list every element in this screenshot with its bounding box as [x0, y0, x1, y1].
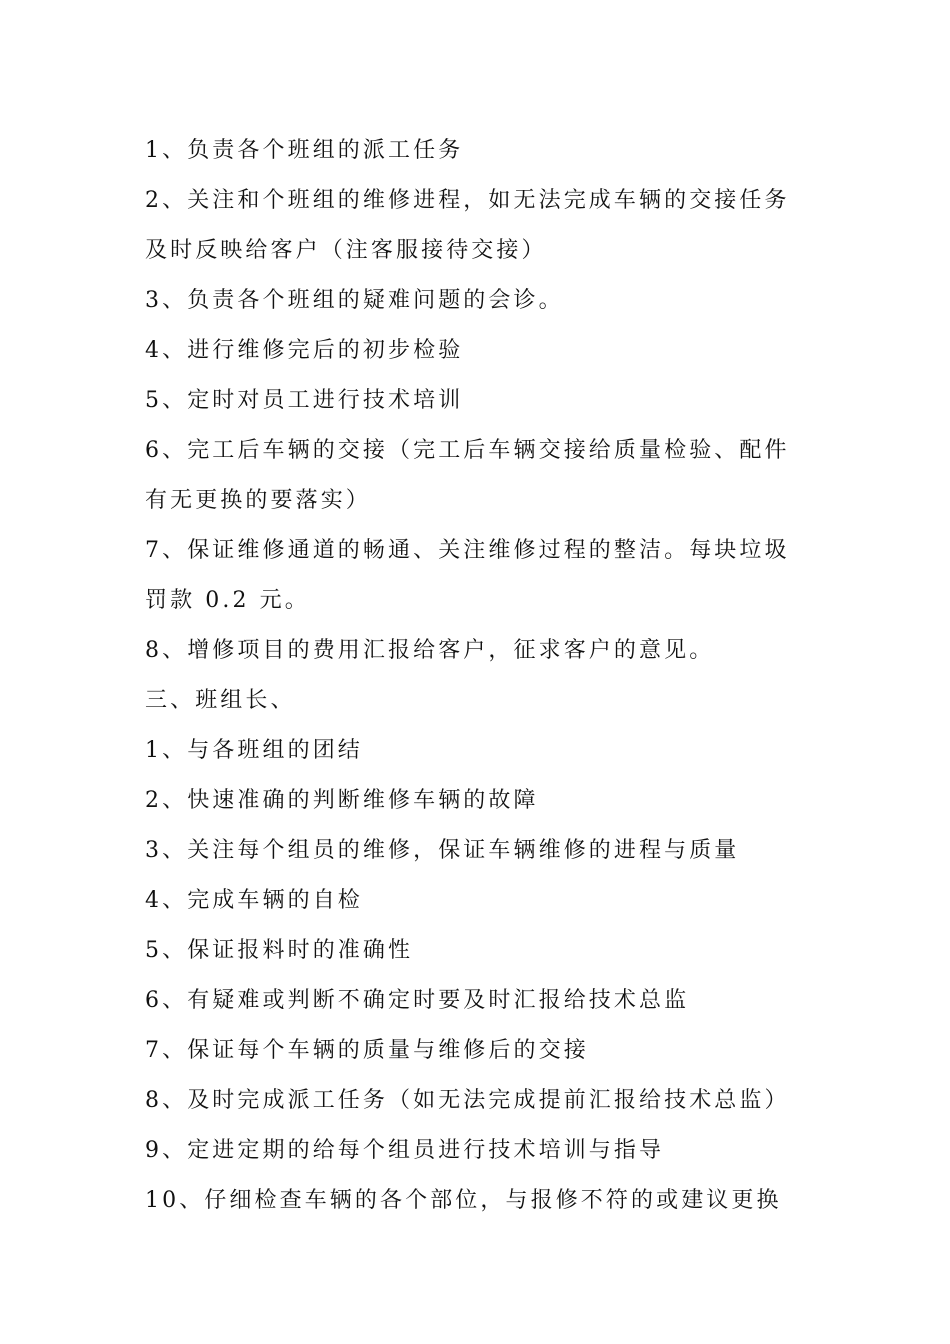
text-line: 罚款 0.2 元。: [145, 588, 310, 613]
text-line: 4、进行维修完后的初步检验: [145, 338, 464, 363]
text-line: 6、有疑难或判断不确定时要及时汇报给技术总监: [145, 988, 690, 1013]
text-line: 3、关注每个组员的维修，保证车辆维修的进程与质量: [145, 838, 740, 863]
text-line: 有无更换的要落实）: [145, 488, 371, 513]
text-line: 2、快速准确的判断维修车辆的故障: [145, 788, 539, 813]
text-line: 7、保证维修通道的畅通、关注维修过程的整洁。每块垃圾: [145, 538, 790, 563]
text-line: 8、增修项目的费用汇报给客户，征求客户的意见。: [145, 638, 715, 663]
text-line: 4、完成车辆的自检: [145, 888, 363, 913]
document-body: [145, 126, 810, 1226]
text-line: 9、定进定期的给每个组员进行技术培训与指导: [145, 1138, 665, 1163]
text-line: 8、及时完成派工任务（如无法完成提前汇报给技术总监）: [145, 1088, 790, 1113]
text-line: 7、保证每个车辆的质量与维修后的交接: [145, 1038, 589, 1063]
text-line: 10、仔细检查车辆的各个部位，与报修不符的或建议更换: [145, 1188, 782, 1213]
text-line: 1、负责各个班组的派工任务: [145, 138, 464, 163]
text-line: 5、定时对员工进行技术培训: [145, 388, 464, 413]
text-line: 5、保证报料时的准确性: [145, 938, 414, 963]
text-line: 1、与各班组的团结: [145, 738, 363, 763]
text-line: 3、负责各个班组的疑难问题的会诊。: [145, 288, 564, 313]
text-line: 6、完工后车辆的交接（完工后车辆交接给质量检验、配件: [145, 438, 790, 463]
text-line: 2、关注和个班组的维修进程，如无法完成车辆的交接任务: [145, 188, 790, 213]
text-line: 及时反映给客户（注客服接待交接）: [145, 238, 547, 263]
section-heading: 三、班组长、: [145, 688, 296, 713]
